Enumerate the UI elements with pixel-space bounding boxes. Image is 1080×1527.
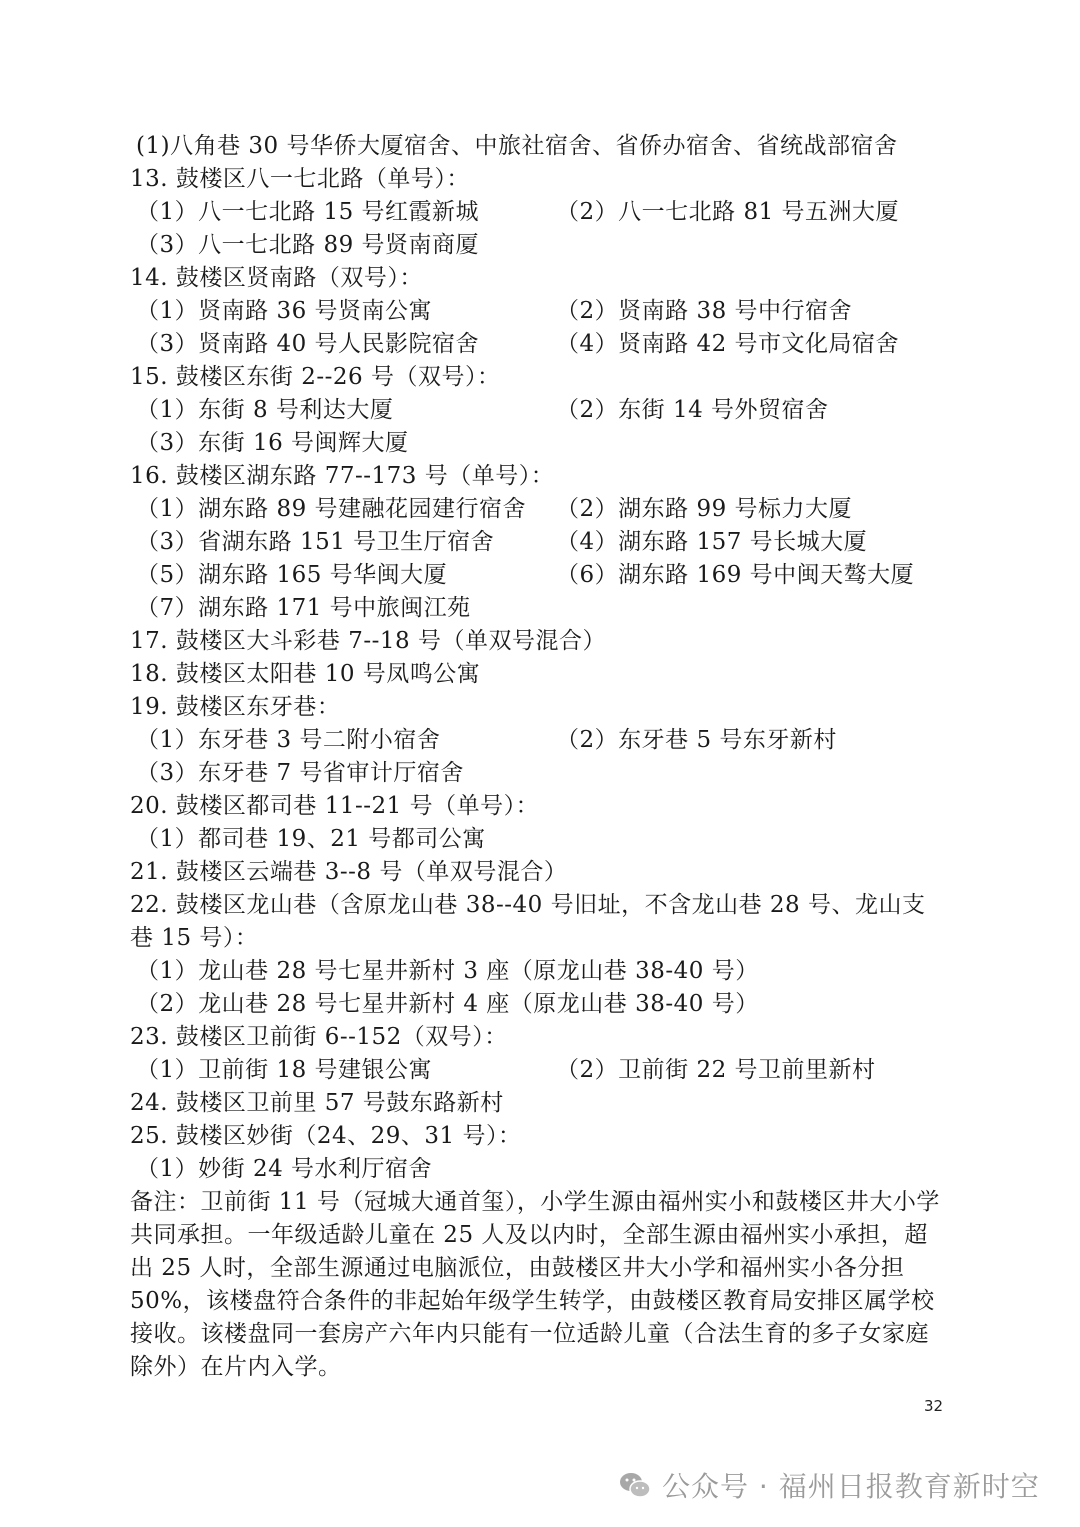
list-item: （1）湖东路 89 号建融花园建行宿舍 xyxy=(136,496,527,522)
list-item: （2）龙山巷 28 号七星井新村 4 座（原龙山巷 38-40 号） xyxy=(136,991,759,1017)
watermark-text: 公众号 · 福州日报教育新时空 xyxy=(662,1470,1040,1503)
section-heading: 22. 鼓楼区龙山巷（含原龙山巷 38--40 号旧址，不含龙山巷 28 号、龙山支 xyxy=(130,892,926,918)
list-item: （1）龙山巷 28 号七星井新村 3 座（原龙山巷 38-40 号） xyxy=(136,958,759,984)
list-item-pair xyxy=(130,559,960,592)
list-item: （2）八一七北路 81 号五洲大厦 xyxy=(556,199,900,225)
list-item-pair xyxy=(130,724,960,757)
list-item: （1）妙街 24 号水利厅宿舍 xyxy=(136,1156,433,1182)
section-heading: 巷 15 号）： xyxy=(130,925,259,951)
list-item-pair xyxy=(130,196,960,229)
list-item-pair xyxy=(130,493,960,526)
list-item-pair xyxy=(130,394,960,427)
list-item: （4）湖东路 157 号长城大厦 xyxy=(556,529,868,555)
list-item: （6）湖东路 169 号中闽天骜大厦 xyxy=(556,562,915,588)
section-heading: 25. 鼓楼区妙街（24、29、31 号）： xyxy=(130,1123,522,1149)
section-heading: 21. 鼓楼区云端巷 3--8 号（单双号混合） xyxy=(130,859,568,885)
list-item: （3）八一七北路 89 号贤南商厦 xyxy=(136,232,480,258)
section-heading: 13. 鼓楼区八一七北路（单号）： xyxy=(130,166,470,192)
list-item-pair xyxy=(130,526,960,559)
page-number: 32 xyxy=(924,1397,944,1415)
list-item: （2）东牙巷 5 号东牙新村 xyxy=(556,727,837,753)
list-item-pair xyxy=(130,295,960,328)
list-item: （2）东街 14 号外贸宿舍 xyxy=(556,397,829,423)
list-item: （2）湖东路 99 号标力大厦 xyxy=(556,496,853,522)
list-item: （3）贤南路 40 号人民影院宿舍 xyxy=(136,331,480,357)
list-item: （2）贤南路 38 号中行宿舍 xyxy=(556,298,853,324)
wechat-icon xyxy=(618,1470,652,1500)
list-item: (1)八角巷 30 号华侨大厦宿舍、中旅社宿舍、省侨办宿舍、省统战部宿舍 xyxy=(136,133,898,159)
document-body xyxy=(130,130,960,1384)
list-item: （1）东街 8 号利达大厦 xyxy=(136,397,394,423)
section-heading: 20. 鼓楼区都司巷 11--21 号（单号）： xyxy=(130,793,540,819)
list-item: （3）东街 16 号闽辉大厦 xyxy=(136,430,409,456)
list-item: （2）卫前街 22 号卫前里新村 xyxy=(556,1057,876,1083)
section-heading: 23. 鼓楼区卫前街 6--152（双号）： xyxy=(130,1024,508,1050)
watermark xyxy=(618,1463,1040,1507)
section-heading: 17. 鼓楼区大斗彩巷 7--18 号（单双号混合） xyxy=(130,628,606,654)
section-heading: 16. 鼓楼区湖东路 77--173 号（单号）： xyxy=(130,463,555,489)
section-heading: 14. 鼓楼区贤南路（双号）： xyxy=(130,265,423,291)
section-heading: 19. 鼓楼区东牙巷： xyxy=(130,694,341,720)
list-item: （1）都司巷 19、21 号都司公寓 xyxy=(136,826,486,852)
list-item: （3）东牙巷 7 号省审计厅宿舍 xyxy=(136,760,464,786)
list-item: （4）贤南路 42 号市文化局宿舍 xyxy=(556,331,900,357)
list-item: （3）省湖东路 151 号卫生厅宿舍 xyxy=(136,529,495,555)
list-item: （1）八一七北路 15 号红霞新城 xyxy=(136,199,480,225)
section-heading: 18. 鼓楼区太阳巷 10 号凤鸣公寓 xyxy=(130,661,481,687)
list-item: （7）湖东路 171 号中旅闽江苑 xyxy=(136,595,471,621)
section-heading: 15. 鼓楼区东街 2--26 号（双号）： xyxy=(130,364,501,390)
list-item: （1）贤南路 36 号贤南公寓 xyxy=(136,298,433,324)
list-item: （1）卫前街 18 号建银公寓 xyxy=(136,1057,433,1083)
section-heading: 24. 鼓楼区卫前里 57 号鼓东路新村 xyxy=(130,1090,504,1116)
list-item: （1）东牙巷 3 号二附小宿舍 xyxy=(136,727,441,753)
remark-paragraph: 备注：卫前街 11 号（冠城大通首玺），小学生源由福州实小和鼓楼区井大小学共同承担。一年级适龄儿童在 25 人及以内时，全部生源由福州实小承担，超出 25 人时，全部生源通过电脑派位，由鼓楼区井大小学和福州实小各分担 50%，该楼盘符合条件的非起始年级学生转学，由鼓楼区教育局安排区属学校接收。该楼盘同一套房产六年内只能有一位适龄儿童（合法生育的多子女家庭除外）在片内入学。 xyxy=(130,1189,940,1380)
list-item: （5）湖东路 165 号华闽大厦 xyxy=(136,562,448,588)
list-item-pair xyxy=(130,1054,960,1087)
list-item-pair xyxy=(130,328,960,361)
